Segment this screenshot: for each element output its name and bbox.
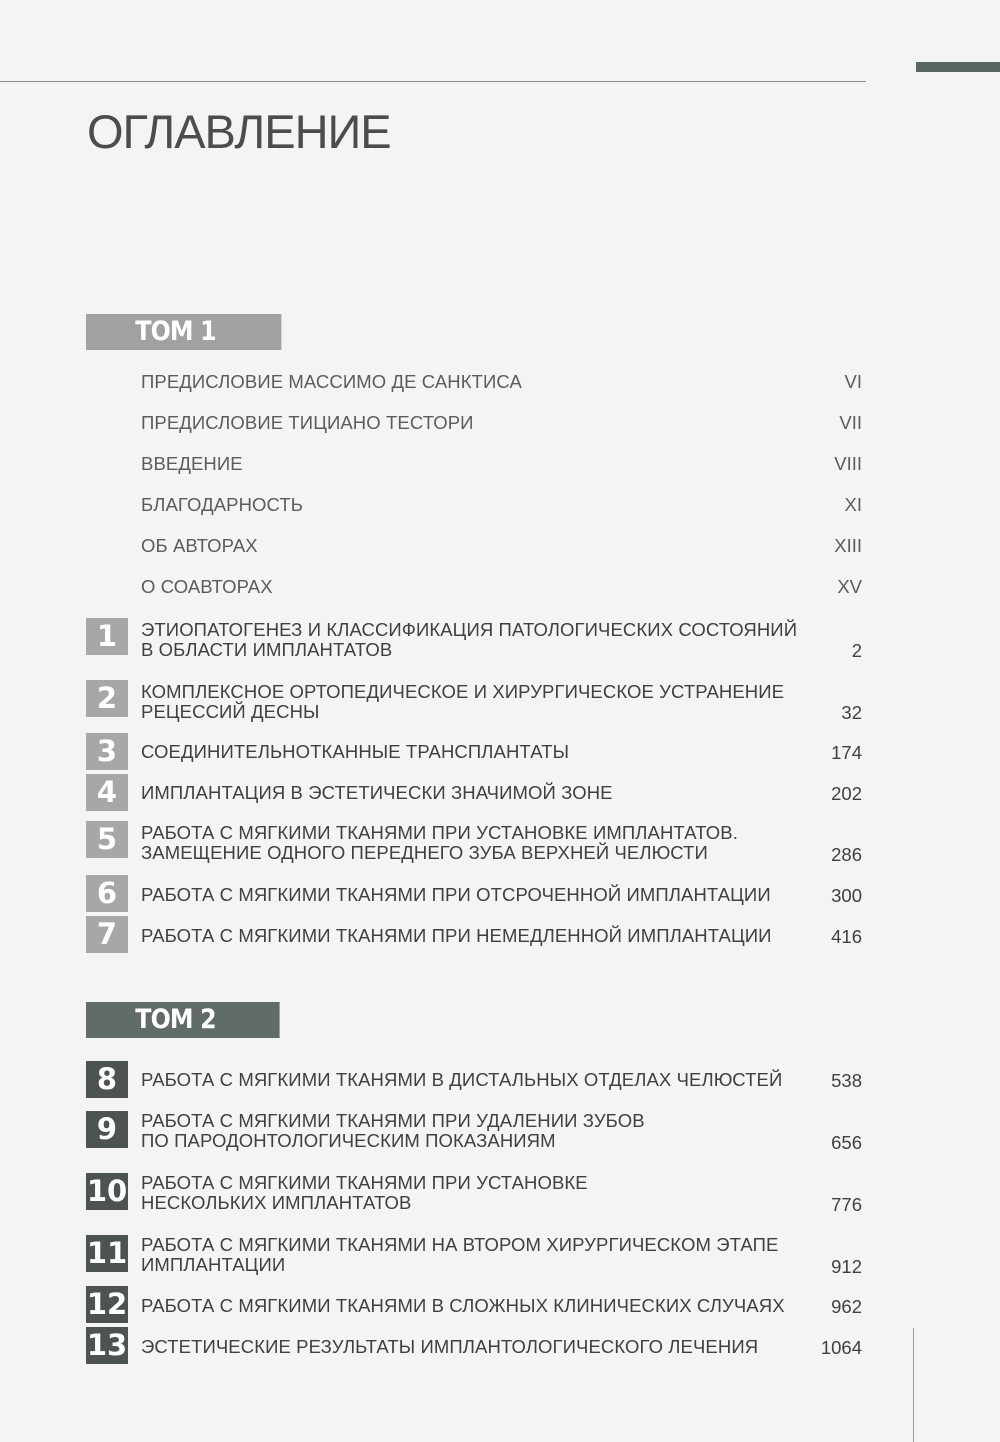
entry-title-line-1: ИМПЛАНТАЦИЯ В ЭСТЕТИЧЕСКИ ЗНАЧИМОЙ ЗОНЕ xyxy=(141,782,613,803)
entry-title-line-2: РЕЦЕССИЙ ДЕСНЫ xyxy=(141,701,320,722)
entry-page: 202 xyxy=(831,783,862,804)
entry-page: 300 xyxy=(831,885,862,906)
page-corner-tab xyxy=(916,62,1000,72)
entry-title-line-2: ИМПЛАНТАЦИИ xyxy=(141,1254,286,1275)
entry-title-line-1: КОМПЛЕКСНОЕ ОРТОПЕДИЧЕСКОЕ И ХИРУРГИЧЕСКОЕ УСТРАНЕНИЕ xyxy=(141,681,785,702)
entry-title: ПРЕДИСЛОВИЕ ТИЦИАНО ТЕСТОРИ xyxy=(141,412,474,433)
entry-page: 912 xyxy=(831,1256,862,1277)
chapter-number-box: 9 xyxy=(86,1111,128,1148)
entry-title-line-2: ЗАМЕЩЕНИЕ ОДНОГО ПЕРЕДНЕГО ЗУБА ВЕРХНЕЙ ЧЕЛЮСТИ xyxy=(141,842,708,863)
entry-page: VIII xyxy=(834,453,862,474)
chapter-number-box: 12 xyxy=(86,1287,128,1321)
entry-title-line-1: РАБОТА С МЯГКИМИ ТКАНЯМИ ПРИ УСТАНОВКЕ ИМПЛАНТАТОВ. xyxy=(141,822,738,843)
chapter-number-box: 7 xyxy=(86,916,128,953)
entry-title: ВВЕДЕНИЕ xyxy=(141,453,243,474)
chapter-number-box: 5 xyxy=(86,821,128,858)
chapter-number-box: 6 xyxy=(86,875,128,912)
entry-page: XIII xyxy=(834,535,862,556)
entry-page: 538 xyxy=(831,1070,862,1091)
entry-title-line-2: В ОБЛАСТИ ИМПЛАНТАТОВ xyxy=(141,639,393,660)
entry-title: ПРЕДИСЛОВИЕ МАССИМО ДЕ САНКТИСА xyxy=(141,371,522,392)
chapter-number-box: 4 xyxy=(86,774,128,811)
chapter-number-box: 11 xyxy=(86,1236,128,1270)
entry-title-line-1: РАБОТА С МЯГКИМИ ТКАНЯМИ ПРИ ОТСРОЧЕННОЙ ИМПЛАНТАЦИИ xyxy=(141,884,771,905)
entry-title-line-1: РАБОТА С МЯГКИМИ ТКАНЯМИ ПРИ УСТАНОВКЕ xyxy=(141,1172,588,1193)
entry-title-line-1: РАБОТА С МЯГКИМИ ТКАНЯМИ НА ВТОРОМ ХИРУРГИЧЕСКОМ ЭТАПЕ xyxy=(141,1234,779,1255)
entry-page: 962 xyxy=(831,1296,862,1317)
entry-page: 32 xyxy=(841,702,862,723)
entry-title-line-1: РАБОТА С МЯГКИМИ ТКАНЯМИ В ДИСТАЛЬНЫХ ОТДЕЛАХ ЧЕЛЮСТЕЙ xyxy=(141,1069,783,1090)
header-rule xyxy=(0,81,866,82)
page-title: ОГЛАВЛЕНИЕ xyxy=(87,105,391,158)
entry-page: VI xyxy=(844,371,862,392)
entry-title-line-1: ЭТИОПАТОГЕНЕЗ И КЛАССИФИКАЦИЯ ПАТОЛОГИЧЕСКИХ СОСТОЯНИЙ xyxy=(141,619,798,640)
entry-page: 656 xyxy=(831,1132,862,1153)
entry-page: VII xyxy=(839,412,862,433)
entry-page: 286 xyxy=(831,844,862,865)
entry-title-line-1: РАБОТА С МЯГКИМИ ТКАНЯМИ В СЛОЖНЫХ КЛИНИЧЕСКИХ СЛУЧАЯХ xyxy=(141,1295,785,1316)
entry-page: 2 xyxy=(851,640,862,661)
chapter-number-box: 8 xyxy=(86,1061,128,1098)
chapter-number-box: 13 xyxy=(86,1328,128,1362)
entry-page: 1064 xyxy=(820,1337,862,1358)
entry-title-line-1: РАБОТА С МЯГКИМИ ТКАНЯМИ ПРИ УДАЛЕНИИ ЗУБОВ xyxy=(141,1110,645,1131)
entry-page: XI xyxy=(844,494,862,515)
chapter-number-box: 2 xyxy=(86,680,128,717)
entry-page: 174 xyxy=(831,742,862,763)
volume-2-tab: ТОМ 2 xyxy=(86,1002,280,1038)
entry-title-line-1: ЭСТЕТИЧЕСКИЕ РЕЗУЛЬТАТЫ ИМПЛАНТОЛОГИЧЕСКОГО ЛЕЧЕНИЯ xyxy=(141,1336,759,1357)
chapter-number-box: 10 xyxy=(86,1174,128,1208)
entry-title-line-1: СОЕДИНИТЕЛЬНОТКАННЫЕ ТРАНСПЛАНТАТЫ xyxy=(141,741,570,762)
entry-title: ОБ АВТОРАХ xyxy=(141,535,258,556)
entry-page: 416 xyxy=(831,926,862,947)
entry-title-line-2: ПО ПАРОДОНТОЛОГИЧЕСКИМ ПОКАЗАНИЯМ xyxy=(141,1130,556,1151)
volume-1-tab: ТОМ 1 xyxy=(86,314,281,350)
margin-rule xyxy=(913,1328,914,1442)
entry-page: 776 xyxy=(831,1194,862,1215)
entry-title-line-1: РАБОТА С МЯГКИМИ ТКАНЯМИ ПРИ НЕМЕДЛЕННОЙ ИМПЛАНТАЦИИ xyxy=(141,925,772,946)
entry-title: О СОАВТОРАХ xyxy=(141,576,273,597)
entry-title: БЛАГОДАРНОСТЬ xyxy=(141,494,304,515)
entry-page: XV xyxy=(837,576,862,597)
chapter-number-box: 3 xyxy=(86,733,128,770)
entry-title-line-2: НЕСКОЛЬКИХ ИМПЛАНТАТОВ xyxy=(141,1192,412,1213)
chapter-number-box: 1 xyxy=(86,618,128,655)
